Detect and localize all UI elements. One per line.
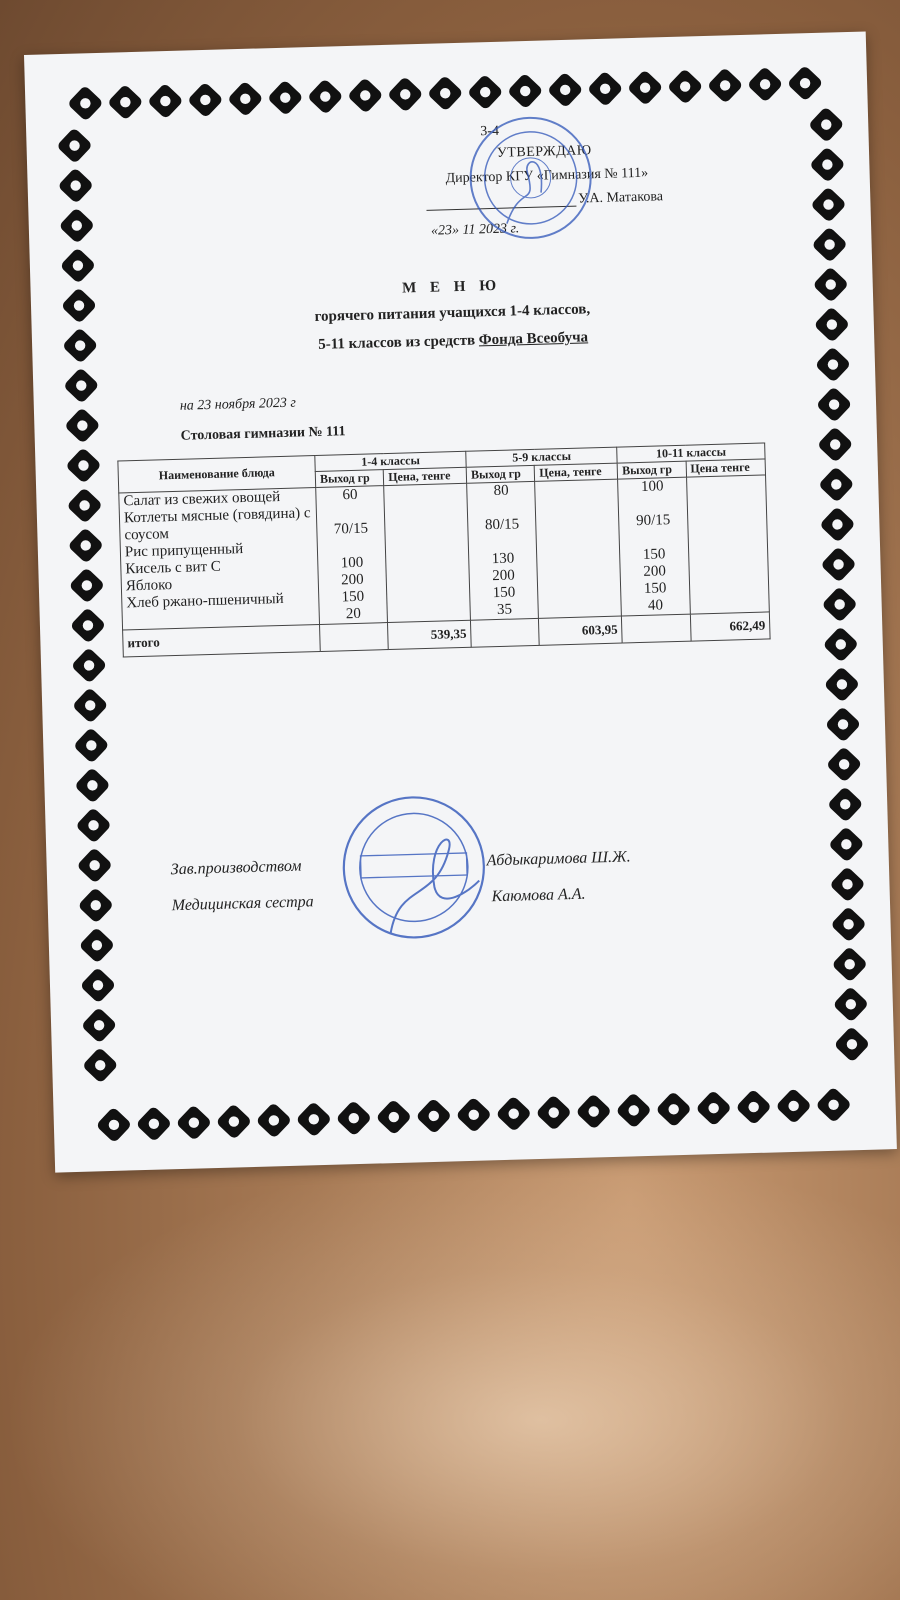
output-value: 70/15 [333,520,369,538]
menu-table [117,442,770,657]
menu-date: на 23 ноября 2023 г [179,395,297,414]
dish-item: Рис припущенный [124,541,244,561]
output-value: 80/15 [484,516,520,534]
total-5-9: 603,95 [539,616,623,645]
group-1-4: 1-4 классы [315,451,467,471]
light-glare [0,1150,900,1600]
sub-output: Выход гр [315,470,384,488]
price-1-4 [384,483,471,622]
dish-item: Кисель с вит С [125,558,222,578]
ip-stamp [337,790,491,944]
total-label: итого [123,624,321,656]
role-nurse: Медицинская сестра [171,893,314,915]
table-row [119,475,770,630]
dish-item: Котлеты мясные (говядина) с соусом [123,505,311,544]
name-production: Абдыкаримова Ш.Ж. [486,848,631,870]
fund-name: Фонда Всеобуча [478,329,589,349]
output-value: 150 [341,588,365,606]
director-title: Директор КГУ «Гимназия № 111» [445,165,649,187]
total-10-11: 662,49 [690,612,770,641]
sub-price: Цена тенге [686,459,766,477]
output-value: 100 [340,554,364,572]
output-value: 150 [643,580,667,597]
output-value: 100 [640,478,664,495]
output-value: 20 [345,605,362,623]
output-value: 35 [496,601,513,619]
output-value: 200 [340,571,364,589]
dish-item: Хлеб ржано-пшеничный [126,590,284,612]
sub-output: Выход гр [466,465,535,483]
col-dish-name: Наименование блюда [118,456,316,493]
output-value: 130 [491,550,515,568]
group-5-9: 5-9 классы [466,447,618,467]
dish-item: Яблоко [125,577,173,595]
approval-word: УТВЕРЖДАЮ [496,143,592,161]
output-1-4 [316,486,388,625]
output-value: 200 [492,567,515,585]
subtitle-prefix: 5-11 классов из средств [318,332,480,353]
school-stamp [464,111,598,245]
output-value: 200 [643,563,667,580]
price-10-11 [686,475,769,614]
output-value: 150 [642,546,666,563]
output-10-11 [618,477,690,616]
canteen-name: Столовая гимназии № 111 [180,424,346,444]
output-value: 40 [647,597,664,614]
dish-item: Салат из свежих овощей [123,489,281,510]
menu-title: М Е Н Ю [401,277,502,297]
sub-price: Цена, тенге [383,467,466,485]
output-value: 80 [493,482,509,500]
price-5-9 [535,479,622,618]
menu-document [24,31,897,1172]
menu-subtitle-1: горячего питания учащихся 1-4 классов, [314,301,591,325]
role-production: Зав.производством [170,857,302,879]
output-value: 60 [342,486,358,504]
output-value: 90/15 [635,512,671,530]
approval-date: «23» 11 2023 г. [430,221,520,239]
sub-price: Цена, тенге [535,463,618,481]
dish-list [119,488,320,630]
group-10-11: 10-11 классы [617,443,765,463]
name-nurse: Каюмова А.А. [491,885,586,906]
sub-output: Выход гр [617,461,686,479]
total-1-4: 539,35 [388,620,472,649]
output-value: 150 [492,584,516,602]
director-name: У.А. Матакова [578,189,664,207]
output-5-9 [467,481,539,620]
approval-number: 3-4 [480,123,500,140]
